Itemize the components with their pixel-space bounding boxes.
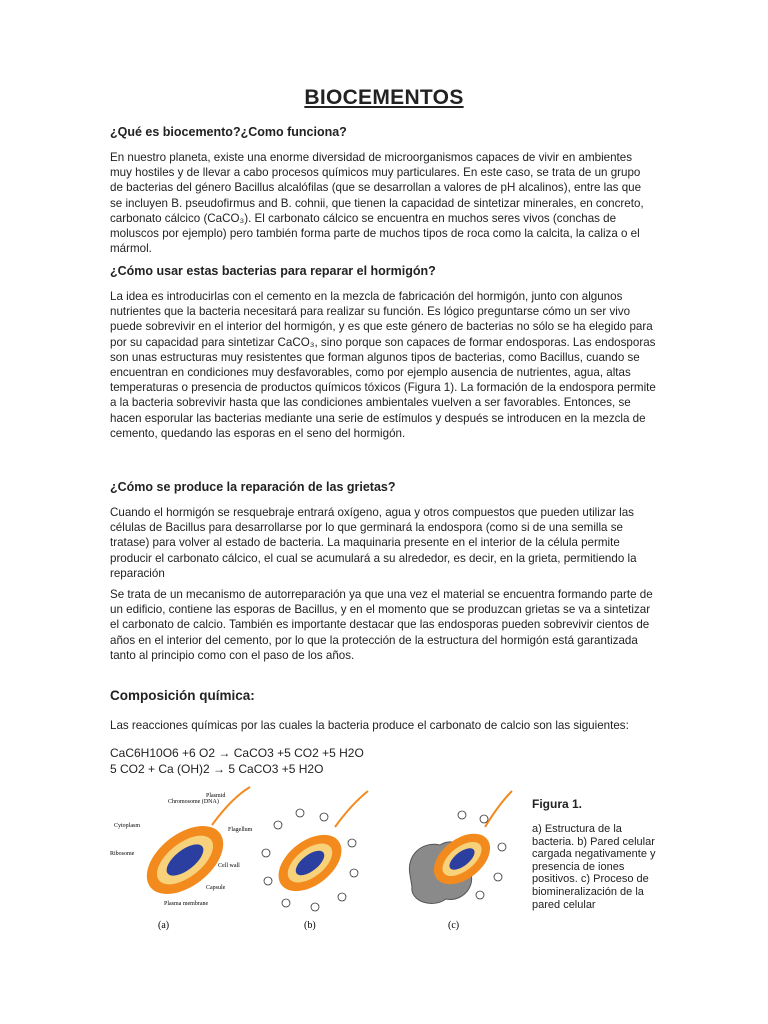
label-cell-wall: Cell wall	[218, 863, 240, 869]
figure-bacteria-diagram	[110, 785, 522, 935]
figure-caption-text: a) Estructura de la bacteria. b) Pared celular cargada negativamente y presencia de iones positivos. c) Proceso de biomineralización de la pared celular	[532, 823, 656, 911]
equation-2: 5 CO2 + Ca (OH)2 → 5 CaCO3 +5 H2O	[110, 762, 324, 776]
panel-label-a: (a)	[158, 920, 170, 931]
section-heading-2: ¿Cómo usar estas bacterias para reparar el hormigón?	[110, 264, 436, 278]
panel-a-bacterium	[110, 787, 253, 931]
section-paragraph-1: En nuestro planeta, existe una enorme diversidad de microorganismos capaces de vivir en ambientes muy hostiles y de llevar a cabo procesos químicos muy particulares. En este caso, se trata de un grupo de bacterias del género Bacillus alcalófilas (que se desarrollan a valores de pH alcalinos), entre las que se incluyen B. pseudofirmus and B. cohnii, que tienen la capacidad de sintetizar minerales, en concreto, carbonato cálcico (CaCO₃). El carbonato cálcico se encuentra en muchos seres vivos (conchas de moluscos por ejemplo) pero también forma parte de muchos tipos de roca como la calcita, la caliza o el mármol.	[110, 151, 644, 256]
bacteria-illustration	[110, 785, 522, 935]
flagellum-c-icon	[485, 791, 512, 827]
panel-label-b: (b)	[304, 920, 316, 931]
section-paragraph-3: Cuando el hormigón se resquebraje entrará oxígeno, agua y otros compuestos que pueden utilizar las células de Bacillus para desarrollarse por lo que germinará la endospora (como si de una semilla se tratase) para volver al estado de bacteria. La maquinaria presente en el interior de la célula permite producir el carbonato cálcico, el cual se acumulará a su alrededor, es decir, en la grieta, permitiendo la reparación	[110, 506, 637, 580]
composition-intro: Las reacciones químicas por las cuales la bacteria produce el carbonato de calcio son las siguientes:	[110, 719, 629, 732]
document-title: BIOCEMENTOS	[304, 86, 464, 109]
label-flagellum: Flagellum	[228, 827, 253, 833]
panel-label-c: (c)	[448, 920, 460, 931]
section-paragraph-4: Se trata de un mecanismo de autorreparación ya que una vez el material se encuentra formando parte de un edificio, contiene las esporas de Bacillus, y en el momento que se produzcan grietas se va a sintetizar el carbonato de calcio. También es importante destacar que las endosporas pueden sobrevivir cientos de años en el interior del cemento, por lo que la protección de la estructura del hormigón está garantizada tanto al principio como con el paso de los años.	[110, 588, 653, 662]
equation-1: CaC6H10O6 +6 O2 → CaCO3 +5 CO2 +5 H2O	[110, 746, 364, 760]
label-chromosome: Chromosome (DNA)	[168, 799, 219, 805]
figure-caption-title: Figura 1.	[532, 797, 583, 811]
panel-b-bacterium	[262, 791, 368, 931]
label-plasma-membrane: Plasma membrane	[164, 901, 209, 907]
label-capsule: Capsule	[206, 885, 226, 891]
label-plasmid: Plasmid	[206, 793, 226, 799]
section-paragraph-2: La idea es introducirlas con el cemento en la mezcla de fabricación del hormigón, junto con algunos nutrientes que la bacteria necesitará para realizar su función. Es lógico preguntarse cómo un ser vivo puede sobrevivir en el interior del hormigón, y es que este género de bacterias no sólo se ha elegido para por su capacidad para sintetizar CaCO₃, sino porque son capaces de formar endosporas. Las endosporas son unas estructuras muy resistentes que forman algunos tipos de bacterias, como Bacillus, cuando se encuentran en condiciones muy desfavorables, como por ejemplo ausencia de nutrientes, agua, altas temperaturas o presencia de productos químicos tóxicos (Figura 1). La formación de la endospora permite a la bacteria sobrevivir hasta que las condiciones ambientales vuelven a ser favorables. Entonces, se hacen esporular las bacterias mediante una serie de estímulos y después se introducen en la mezcla de cemento, quedando las esporas en el seno del hormigón.	[110, 290, 656, 440]
panel-c-bacterium	[409, 791, 512, 931]
label-cytoplasm: Cytoplasm	[114, 823, 141, 829]
composition-heading: Composición química:	[110, 688, 255, 703]
flagellum-b-icon	[335, 791, 368, 827]
label-ribosome: Ribosome	[110, 851, 135, 857]
section-heading-3: ¿Cómo se produce la reparación de las grietas?	[110, 480, 396, 494]
section-heading-1: ¿Qué es biocemento?¿Como funciona?	[110, 125, 347, 139]
